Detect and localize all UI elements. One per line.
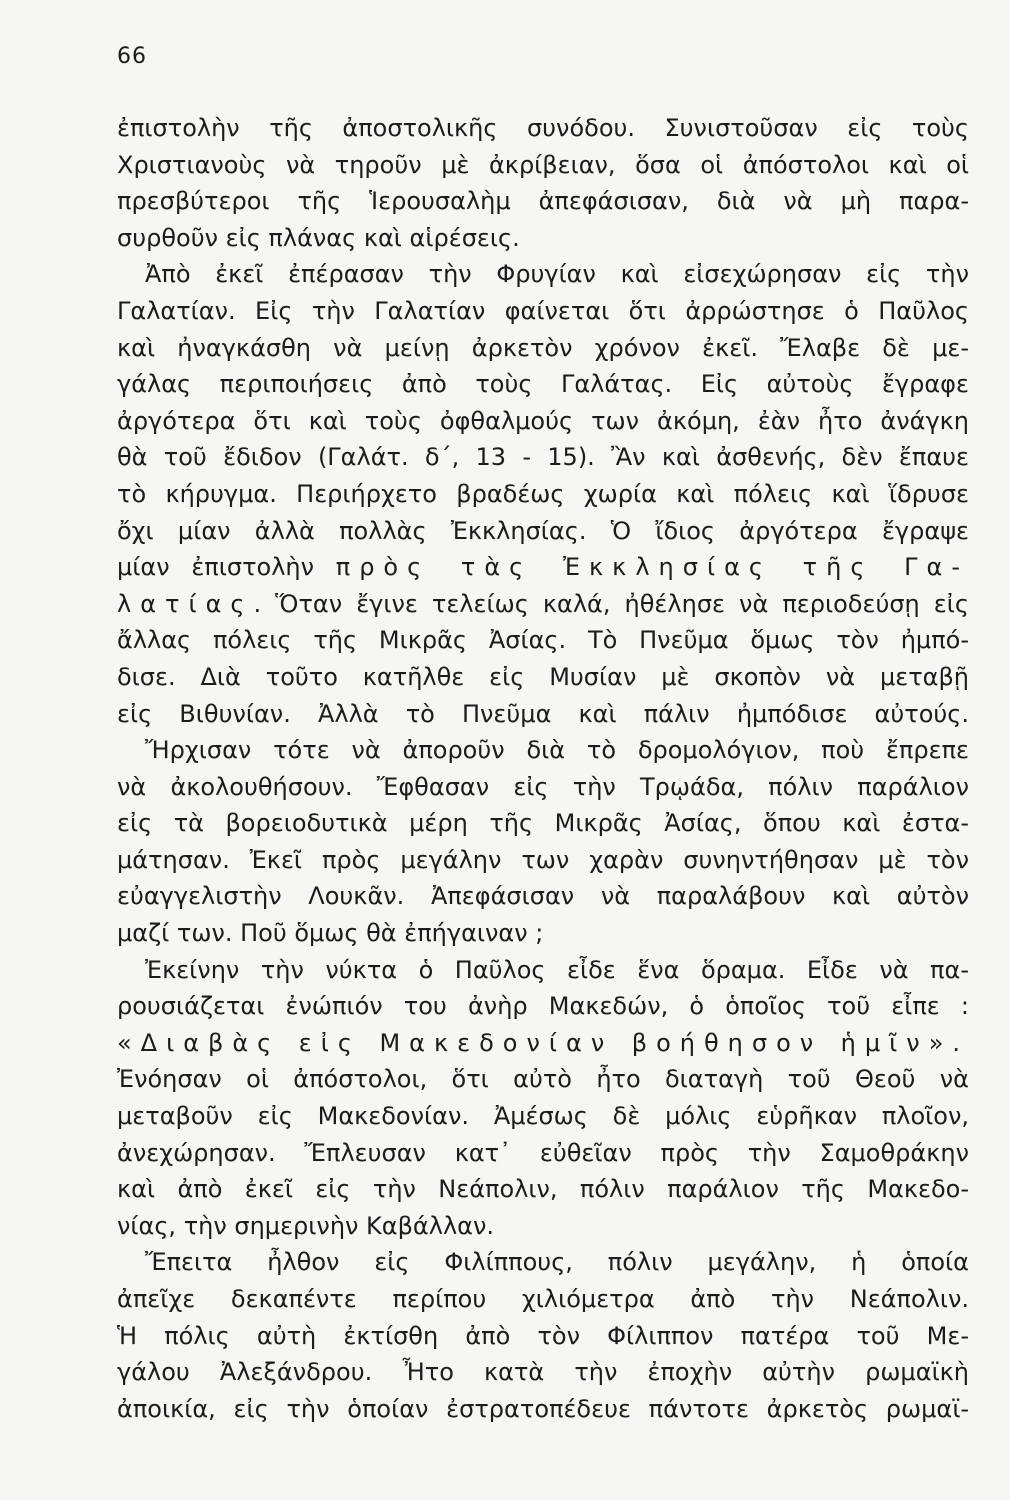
text-line-1: ἐπιστολὴν τῆς ἀποστολικῆς συνόδου. Συνιστοῦσαν εἰς τοὺς bbox=[117, 114, 969, 142]
text-line-12: ὄχι μίαν ἀλλὰ πολλὰς Ἐκκλησίας. Ὁ ἴδιος ἀργότερα ἔγραψε bbox=[117, 516, 969, 545]
text-line-11: τὸ κήρυγμα. Περιήρχετο βραδέως χωρία καὶ πόλεις καὶ ἵδρυσε bbox=[117, 479, 969, 508]
text-line-8: γάλας περιποιήσεις ἀπὸ τοὺς Γαλάτας. Εἰς αὐτοὺς ἔγραφε bbox=[117, 370, 969, 399]
text-line-18: Ἤρχισαν τότε νὰ ἀποροῦν διὰ τὸ δρομολόγιον, ποὺ ἔπρεπε bbox=[145, 736, 969, 765]
text-line-13-start: μίαν ἐπιστολὴν bbox=[117, 553, 336, 582]
text-line-14-rest: . Ὅταν ἔγινε τελείως καλά, ἠθέλησε νὰ περιοδεύσῃ εἰς bbox=[253, 589, 969, 618]
text-line-31: νίας, τὴν σημερινὴν Καβάλλαν. bbox=[117, 1211, 495, 1240]
text-line-15: ἄλλας πόλεις τῆς Μικρᾶς Ἀσίας. Τὸ Πνεῦμα ὅμως τὸν ἠμπό- bbox=[117, 626, 969, 655]
text-line-28: μεταβοῦν εἰς Μακεδονίαν. Ἀμέσως δὲ μόλις εὑρῆκαν πλοῖον, bbox=[117, 1102, 969, 1131]
emphasized-title-end: λατίας bbox=[117, 589, 254, 618]
text-line-29: ἀνεχώρησαν. Ἔπλευσαν κατ᾿ εὐθεῖαν πρὸς τὴν Σαμοθράκην bbox=[117, 1138, 969, 1167]
text-line-25: ρουσιάζεται ἐνώπιόν του ἀνὴρ Μακεδών, ὁ ὁποῖος τοῦ εἶπε : bbox=[117, 992, 969, 1021]
text-line-32: Ἔπειτα ἦλθον εἰς Φιλίππους, πόλιν μεγάλην, ἡ ὁποία bbox=[145, 1248, 969, 1277]
text-line-35: γάλου Ἀλεξάνδρου. Ἦτο κατὰ τὴν ἐποχὴν αὐτὴν ρωμαϊκὴ bbox=[117, 1358, 969, 1387]
text-line-5: Ἀπὸ ἐκεῖ ἐπέρασαν τὴν Φρυγίαν καὶ εἰσεχώρησαν εἰς τὴν bbox=[145, 260, 969, 289]
text-line-7: καὶ ἠναγκάσθη νὰ μείνῃ ἀρκετὸν χρόνον ἐκεῖ. Ἔλαβε δὲ με- bbox=[117, 333, 969, 362]
page-number: 66 bbox=[117, 44, 147, 69]
text-line-10: θὰ τοῦ ἔδιδον (Γαλάτ. δ΄, 13 - 15). Ἂν καὶ ἀσθενής, δὲν ἔπαυε bbox=[117, 443, 969, 472]
text-line-2: Χριστιανοὺς νὰ τηροῦν μὲ ἀκρίβειαν, ὅσα οἱ ἀπόστολοι καὶ οἱ bbox=[117, 150, 969, 179]
text-line-14 bbox=[117, 586, 969, 623]
text-line-6: Γαλατίαν. Εἰς τὴν Γαλατίαν φαίνεται ὅτι ἀρρώστησε ὁ Παῦλος bbox=[117, 296, 969, 325]
text-line-20: εἰς τὰ βορειοδυτικὰ μέρη τῆς Μικρᾶς Ἀσίας, ὅπου καὶ ἐστα- bbox=[117, 809, 969, 838]
text-line-24: Ἐκείνην τὴν νύκτα ὁ Παῦλος εἶδε ἕνα ὅραμα. Εἶδε νὰ πα- bbox=[145, 955, 969, 984]
text-line-27: Ἐνόησαν οἱ ἀπόστολοι, ὅτι αὐτὸ ἦτο διαταγὴ τοῦ Θεοῦ νὰ bbox=[117, 1065, 969, 1094]
text-line-26-quotation: «Διαβὰς εἰς Μακεδονίαν βοήθησον ἡμῖν». bbox=[117, 1028, 969, 1057]
text-line-34: Ἡ πόλις αὐτὴ ἐκτίσθη ἀπὸ τὸν Φίλιππον πατέρα τοῦ Με- bbox=[117, 1321, 969, 1350]
text-line-9: ἀργότερα ὅτι καὶ τοὺς ὀφθαλμούς των ἀκόμη, ἐὰν ἦτο ἀνάγκη bbox=[117, 406, 969, 435]
text-line-4: συρθοῦν εἰς πλάνας καὶ αἱρέσεις. bbox=[117, 223, 520, 252]
emphasized-title: πρὸς τὰς Ἐκκλησίας τῆς Γα- bbox=[335, 553, 969, 582]
text-line-30: καὶ ἀπὸ ἐκεῖ εἰς τὴν Νεάπολιν, πόλιν παράλιον τῆς Μακεδο- bbox=[117, 1175, 969, 1204]
text-line-23: μαζί των. Ποῦ ὅμως θὰ ἐπήγαιναν ; bbox=[117, 919, 544, 948]
text-line-17: εἰς Βιθυνίαν. Ἀλλὰ τὸ Πνεῦμα καὶ πάλιν ἠμπόδισε αὐτούς. bbox=[117, 699, 969, 728]
text-line-19: νὰ ἀκολουθήσουν. Ἔφθασαν εἰς τὴν Τρῳάδα, πόλιν παράλιον bbox=[117, 772, 969, 801]
text-line-36: ἀποικία, εἰς τὴν ὁποίαν ἐστρατοπέδευε πάντοτε ἀρκετὸς ρωμαϊ- bbox=[117, 1394, 969, 1423]
body-text bbox=[117, 110, 969, 1427]
text-line-21: μάτησαν. Ἐκεῖ πρὸς μεγάλην των χαρὰν συνηντήθησαν μὲ τὸν bbox=[117, 845, 969, 874]
text-line-16: δισε. Διὰ τοῦτο κατῆλθε εἰς Μυσίαν μὲ σκοπὸν νὰ μεταβῇ bbox=[117, 662, 969, 691]
text-line-33: ἀπεῖχε δεκαπέντε περίπου χιλιόμετρα ἀπὸ τὴν Νεάπολιν. bbox=[117, 1285, 969, 1313]
text-line-13 bbox=[117, 549, 969, 586]
text-line-22: εὐαγγελιστὴν Λουκᾶν. Ἀπεφάσισαν νὰ παραλάβουν καὶ αὐτὸν bbox=[117, 882, 969, 911]
text-line-3: πρεσβύτεροι τῆς Ἱερουσαλὴμ ἀπεφάσισαν, διὰ νὰ μὴ παρα- bbox=[117, 187, 969, 216]
